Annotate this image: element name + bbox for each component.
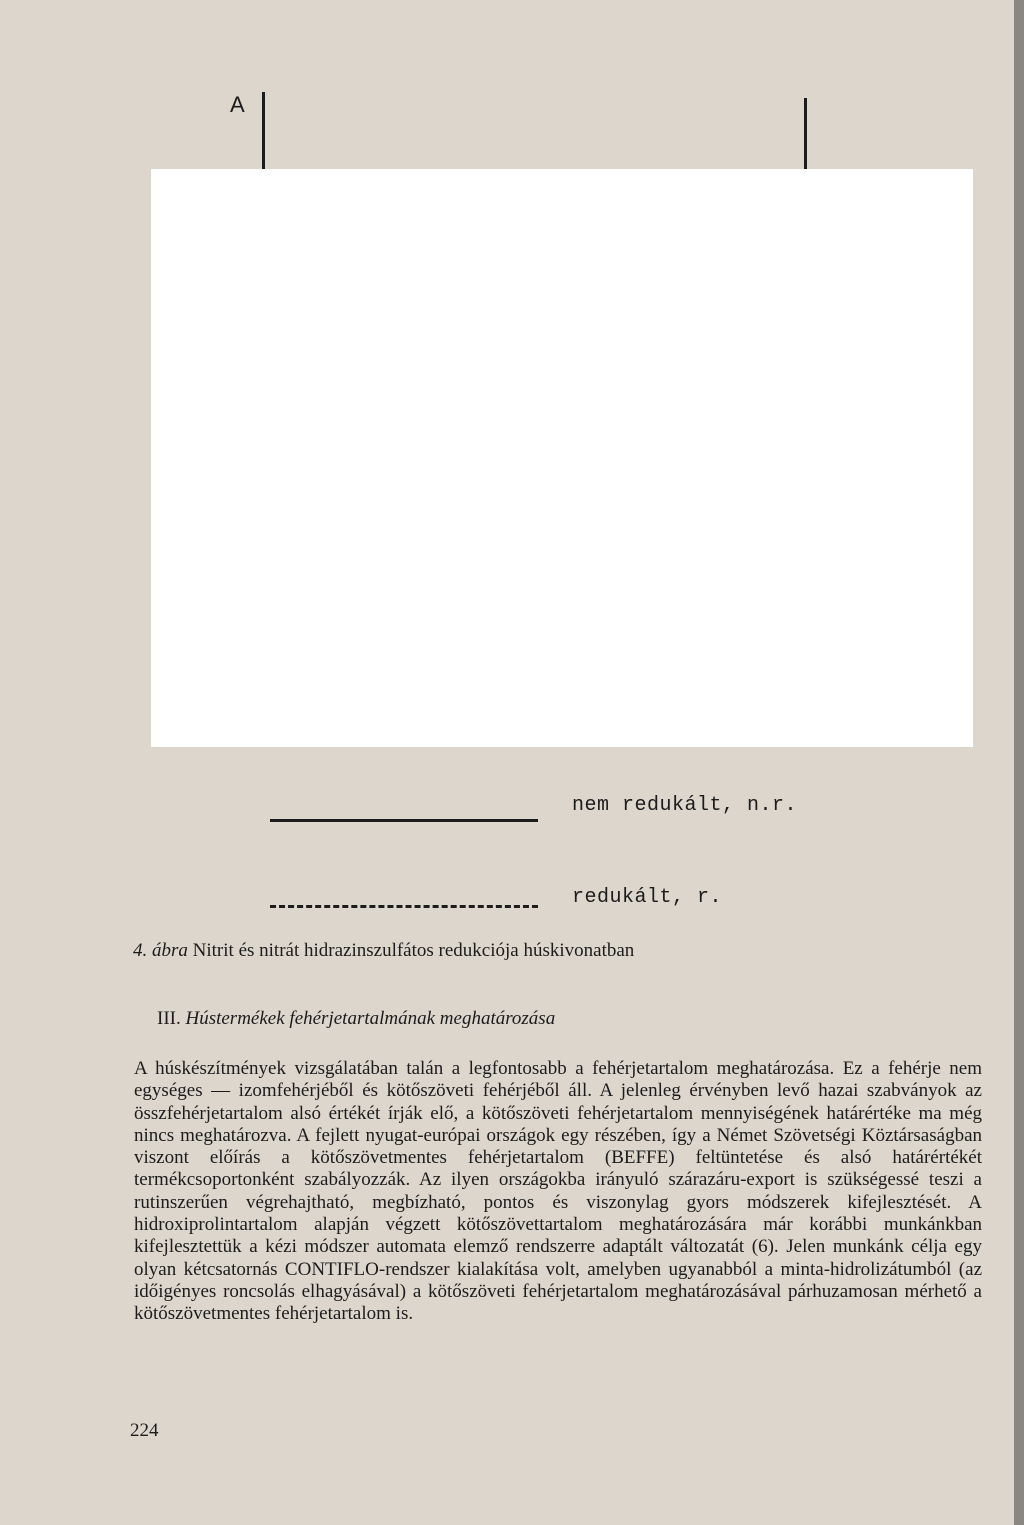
legend-solid-line xyxy=(270,819,538,822)
section-heading xyxy=(157,1008,555,1030)
legend-label-reduced: redukált, r. xyxy=(572,886,723,909)
section-title: Hústermékek fehérjetartalmának meghatározása xyxy=(185,1008,556,1029)
figure-redacted-area xyxy=(151,169,973,747)
body-paragraph: A húskészítmények vizsgálatában talán a legfontosabb a fehérjetartalom meghatározása. Ez a fehérje nem egységes — izomfehérjéből és kötőszöveti fehérjéből áll. A jelenleg érvényben levő hazai szabványok az összfehérjetartalom alsó értékét írják elő, a kötőszöveti fehérjetartalom mennyiségének határértéke ma még nincs meghatározva. A fejlett nyugat-európai országok egy részében, így a Német Szövetségi Köztársaságban viszont előírás a kötőszövetmentes fehérjetartalom (BEFFE) feltüntetése és alsó határértékét termékcsoportonként szabályozzák. Az ilyen országokba irányuló szárazáru-export is szükségessé teszi a rutinszerűen végrehajtható, megbízható, pontos és viszonylag gyors módszerek kifejlesztését. A hidroxiprolintartalom alapján végzett kötőszövettartalom meghatározására már korábbi munkánkban kifejlesztettük a kézi módszer automata elemző rendszerre adaptált változatát (6). Jelen munkánk célja egy olyan kétcsatornás CONTIFLO-rendszer kialakítása volt, amelyben ugyanabból a minta-hidrolizátumból (az időigényes roncsolás elhagyásával) a kötőszöveti fehérjetartalom meghatározásával párhuzamosan mérhető a kötőszövetmentes fehérjetartalom is. xyxy=(134,1058,982,1325)
body-text xyxy=(134,1058,982,1326)
figure-line-right xyxy=(804,98,807,172)
legend-dashed-line xyxy=(270,905,538,908)
figure-word: ábra xyxy=(152,940,188,961)
figure-caption-text: Nitrit és nitrát hidrazinszulfátos redukciója húskivonatban xyxy=(192,940,635,961)
section-number: III. xyxy=(157,1008,181,1029)
page-number: 224 xyxy=(130,1420,159,1441)
figure-line-left xyxy=(262,92,265,172)
legend-label-not-reduced: nem redukált, n.r. xyxy=(572,794,798,817)
page-edge xyxy=(1014,0,1024,1525)
figure-number: 4. xyxy=(133,940,148,961)
figure-caption xyxy=(133,940,634,962)
figure-axis-label: A xyxy=(230,92,245,117)
